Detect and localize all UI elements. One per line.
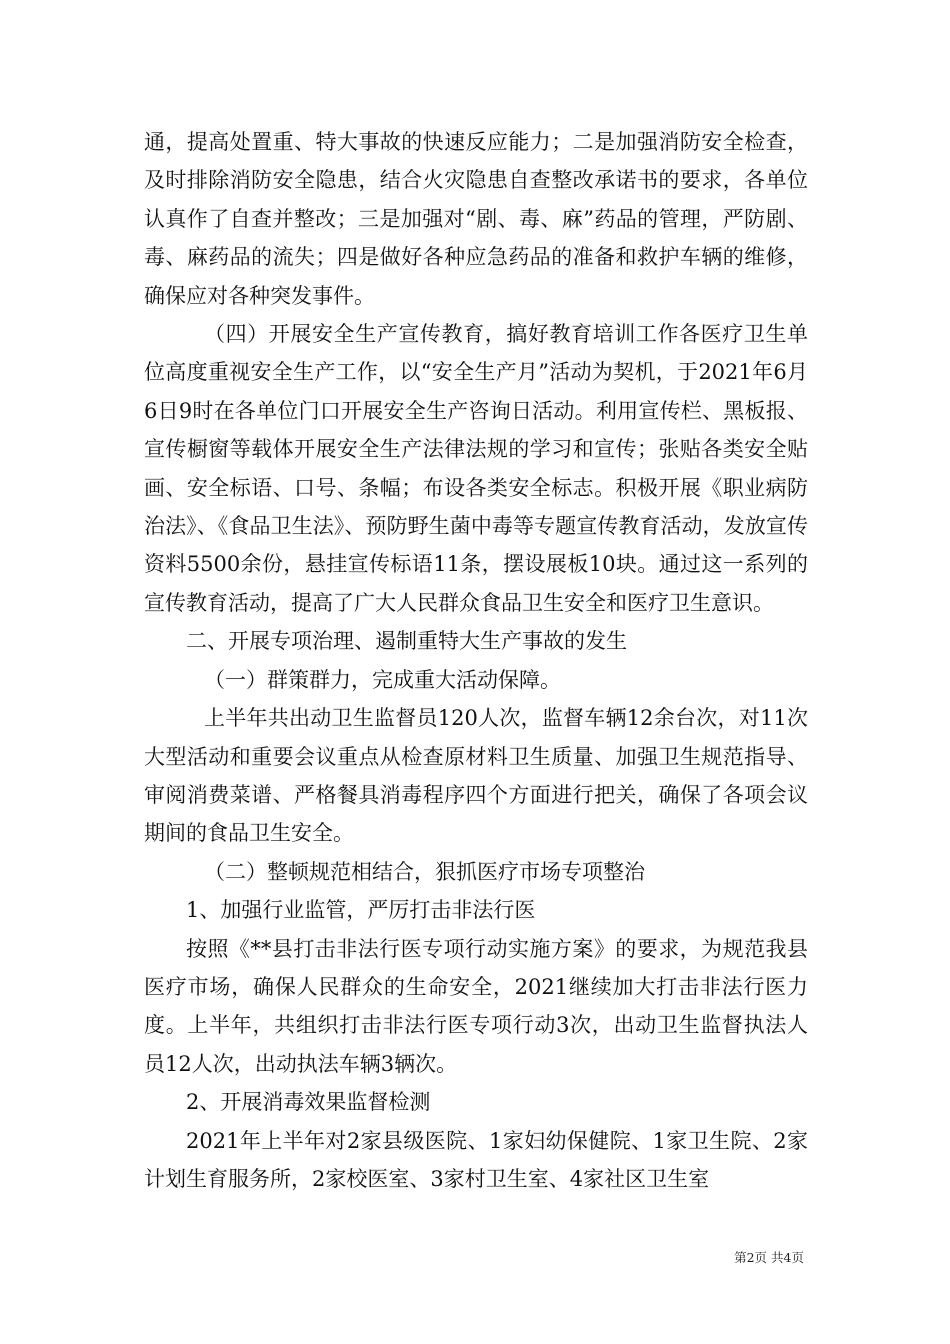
section-heading-special-governance: 二、开展专项治理、遏制重特大生产事故的发生 [186, 629, 627, 654]
page-number: 第2页 共4页 [734, 1250, 804, 1265]
paragraph-continuation: 通，提高处置重、特大事故的快速反应能力；二是加强消防安全检查，及时排除消防安全隐患，结合火灾隐患自查整改承诺书的要求，各单位认真作了自查并整改；三是加强对“剧、毒、麻”药品的管理，严防剧、毒、麻药品的流失；四是做好各种应急药品的准备和救护车辆的维修，确保应对各种突发事件。 [144, 130, 808, 308]
paragraph-publicity-education: （四）开展安全生产宣传教育，搞好教育培训工作各医疗卫生单位高度重视安全生产工作，以“安全生产月”活动为契机，于2021年6月6日9时在各单位门口开展安全生产咨询日活动。利用宣传栏、黑板报、宣传橱窗等载体开展安全生产法律法规的学习和宣传；张贴各类安全贴画、安全标语、口号、条幅；布设各类安全标志。积极开展《职业病防治法》、《食品卫生法》、预防野生菌中毒等专题宣传教育活动，发放宣传资料5500余份，悬挂宣传标语11条，摆设展板10块。通过这一系列的宣传教育活动，提高了广大人民群众食品卫生安全和医疗卫生意识。 [144, 322, 808, 615]
document-body [144, 123, 808, 1198]
subheading-major-event-support: （一）群策群力，完成重大活动保障。 [204, 667, 561, 692]
paragraph-illegal-practice: 按照《**县打击非法行医专项行动实施方案》的要求，为规范我县医疗市场，确保人民群众的生命安全，2021继续加大打击非法行医力度。上半年，共组织打击非法行医专项行动3次，出动卫生监督执法人员12人次，出动执法车辆3辆次。 [144, 936, 808, 1076]
subheading-illegal-practice: 1、加强行业监管，严厉打击非法行医 [186, 898, 536, 923]
paragraph-disinfection-monitoring: 2021年上半年对2家县级医院、1家妇幼保健院、1家卫生院、2家计划生育服务所，2家校医室、3家村卫生室、4家社区卫生室 [144, 1128, 808, 1191]
subheading-disinfection-monitoring: 2、开展消毒效果监督检测 [186, 1090, 431, 1115]
paragraph-supervisor-dispatch: 上半年共出动卫生监督员120人次，监督车辆12余台次，对11次大型活动和重要会议重点从检查原材料卫生质量、加强卫生规范指导、审阅消费菜谱、严格餐具消毒程序四个方面进行把关，确保了各项会议期间的食品卫生安全。 [144, 706, 808, 846]
subheading-medical-market: （二）整顿规范相结合，狠抓医疗市场专项整治 [204, 859, 645, 884]
